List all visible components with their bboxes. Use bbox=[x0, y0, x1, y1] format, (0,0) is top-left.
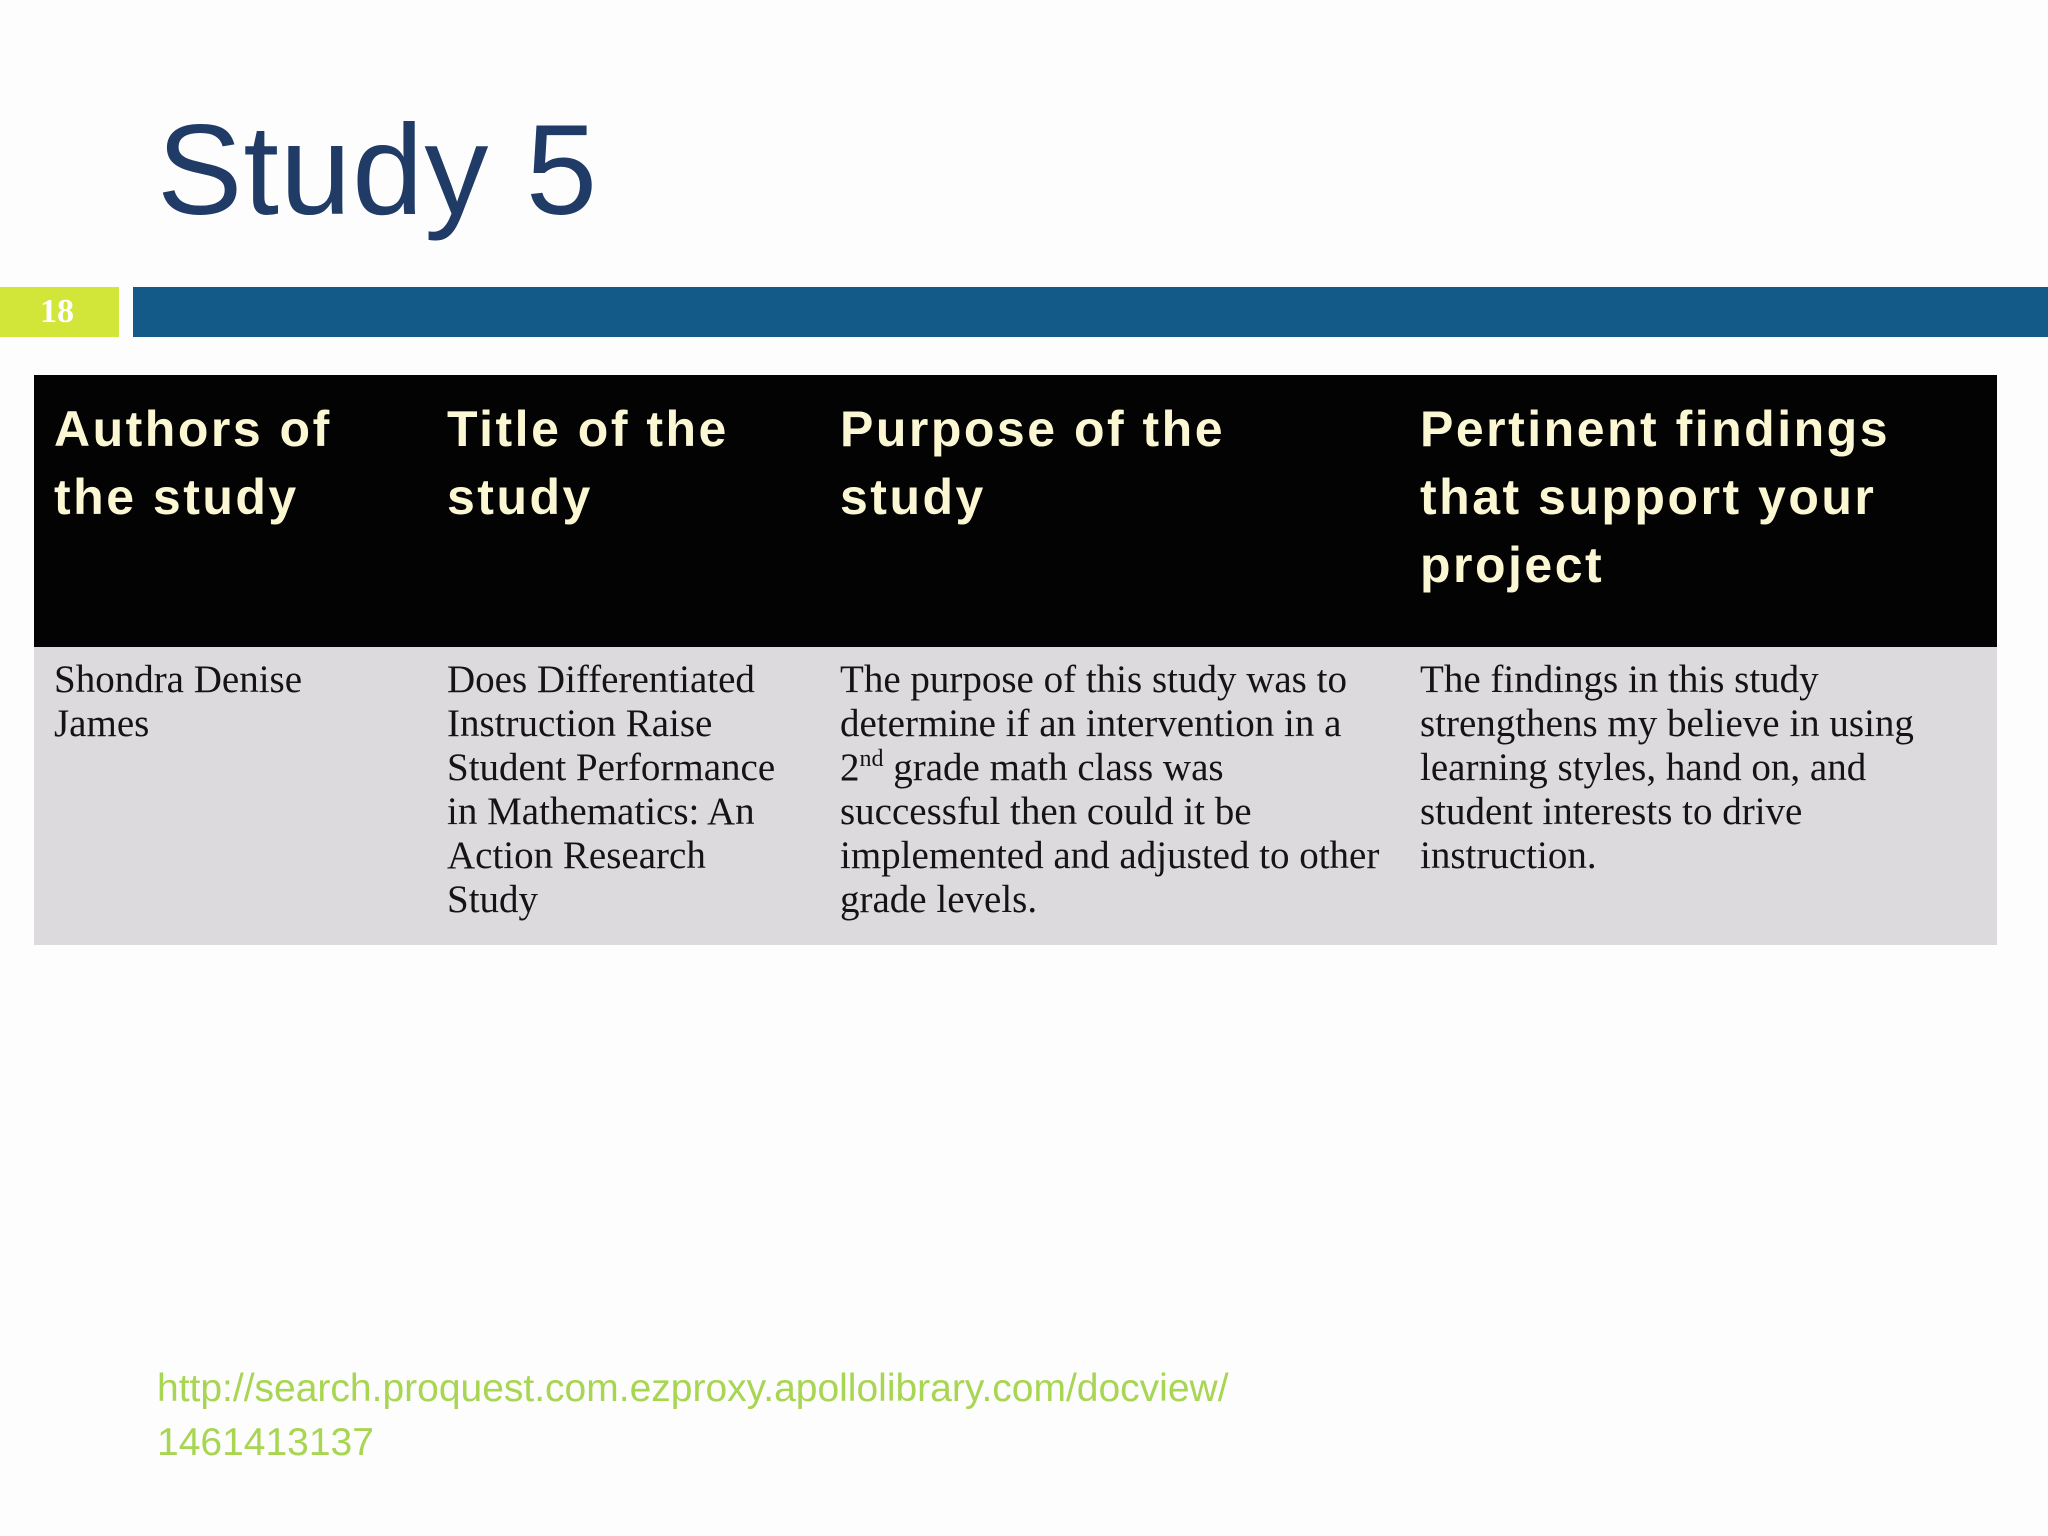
cell-purpose bbox=[820, 647, 1400, 945]
table-row bbox=[34, 647, 1997, 945]
slide-title: Study 5 bbox=[157, 99, 599, 242]
page-number-badge: 18 bbox=[0, 287, 119, 337]
table-header-row bbox=[34, 375, 1997, 647]
source-link-line1: http://search.proquest.com.ezproxy.apollolibrary.com/docview/ bbox=[157, 1367, 1229, 1410]
source-link-line2: 1461413137 bbox=[157, 1421, 374, 1464]
header-authors: Authors of the study bbox=[34, 375, 427, 647]
header-findings: Pertinent findings that support your project bbox=[1400, 375, 1997, 647]
title-underline-bar bbox=[133, 287, 2048, 337]
source-link[interactable] bbox=[157, 1362, 1357, 1470]
purpose-text-start: The purpose of this study was to determine if an intervention in a 2 bbox=[840, 658, 1347, 789]
cell-title: Does Differentiated Instruction Raise Student Performance in Mathematics: An Action Research Study bbox=[427, 647, 820, 945]
study-table bbox=[34, 375, 1997, 945]
cell-findings: The findings in this study strengthens my believe in using learning styles, hand on, and student interests to drive instruction. bbox=[1400, 647, 1997, 945]
cell-authors: Shondra Denise James bbox=[34, 647, 427, 945]
header-title: Title of the study bbox=[427, 375, 820, 647]
header-purpose: Purpose of the study bbox=[820, 375, 1400, 647]
purpose-text-end: grade math class was successful then could it be implemented and adjusted to other grade levels. bbox=[840, 746, 1380, 921]
purpose-ordinal-suffix: nd bbox=[859, 746, 884, 772]
